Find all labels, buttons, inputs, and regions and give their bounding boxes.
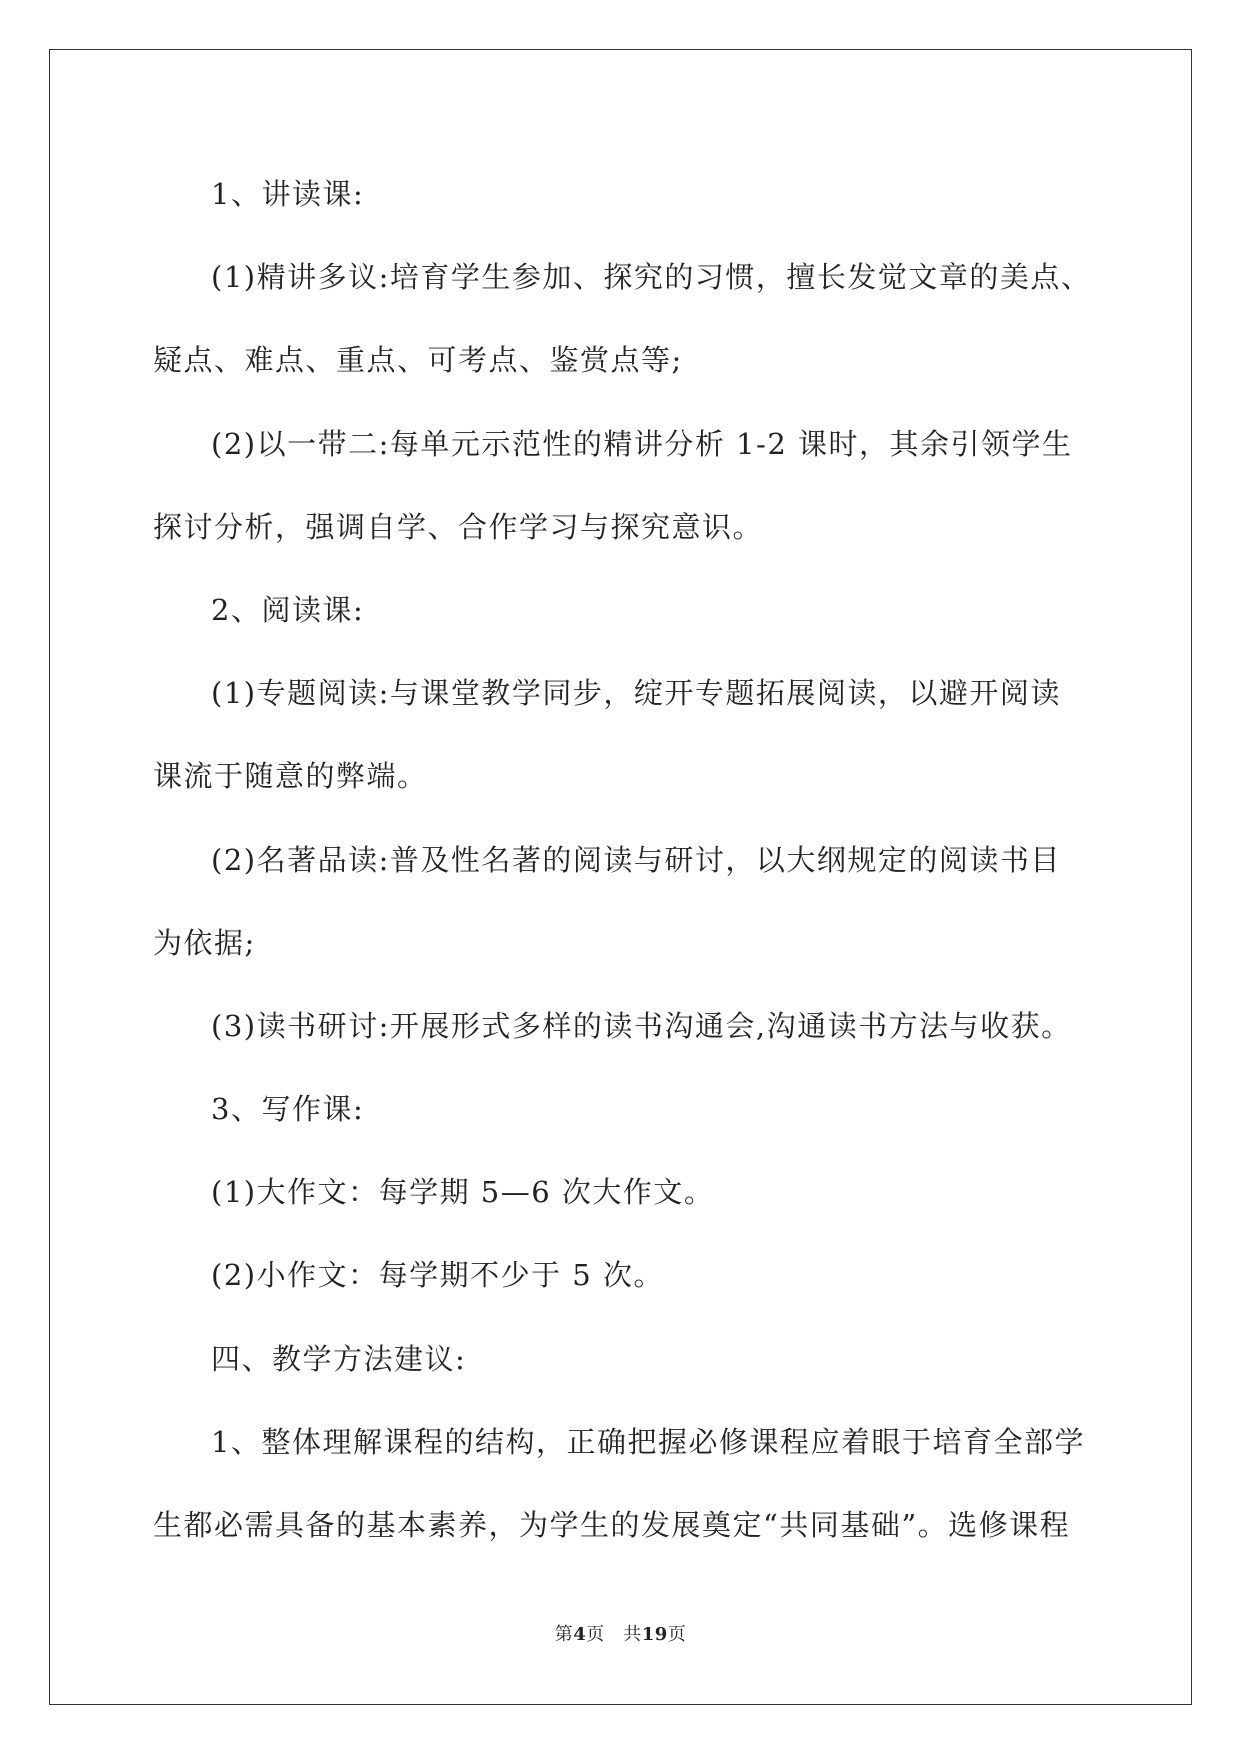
text-line: 探讨分析，强调自学、合作学习与探究意识。: [153, 509, 764, 544]
text-line: (2)以一带二:每单元示范性的精讲分析 1-2 课时，其余引领学生: [211, 426, 1073, 461]
text-line: 3、写作课:: [211, 1092, 365, 1127]
text-line: 2、阅读课:: [211, 592, 365, 627]
page-number: [0, 1620, 1241, 1646]
text-line: 1、讲读课:: [211, 177, 365, 211]
text-line: 四、教学方法建议:: [211, 1341, 467, 1376]
text-line: (2)名著品读:普及性名著的阅读与研讨，以大纲规定的阅读书目: [211, 842, 1061, 877]
text-line: (1)精讲多议:培育学生参加、探究的习惯，擅长发觉文章的美点、: [211, 260, 1092, 295]
total-pages: 19: [641, 1624, 668, 1645]
text-line: 生都必需具备的基本素养，为学生的发展奠定“共同基础”。选修课程: [153, 1508, 1071, 1542]
text-line: (1)专题阅读:与课堂教学同步，绽开专题拓展阅读，以避开阅读: [211, 676, 1061, 711]
text-line: 为依据;: [153, 925, 256, 960]
page-number-prefix: 第: [554, 1624, 574, 1645]
current-page: 4: [573, 1624, 587, 1645]
text-line: 课流于随意的弊端。: [153, 759, 428, 794]
text-line: 疑点、难点、重点、可考点、鉴赏点等;: [153, 343, 683, 378]
text-line: (1)大作文：每学期 5—6 次大作文。: [211, 1175, 715, 1210]
text-line: (2)小作文：每学期不少于 5 次。: [211, 1258, 664, 1293]
page-number-suffix: 页: [667, 1624, 687, 1645]
document-body: [153, 166, 1093, 1580]
page-number-middle: 页 共: [586, 1624, 642, 1645]
text-line: (3)读书研讨:开展形式多样的读书沟通会,沟通读书方法与收获。: [211, 1008, 1072, 1043]
text-line: 1、整体理解课程的结构，正确把握必修课程应着眼于培育全部学: [211, 1424, 1085, 1459]
